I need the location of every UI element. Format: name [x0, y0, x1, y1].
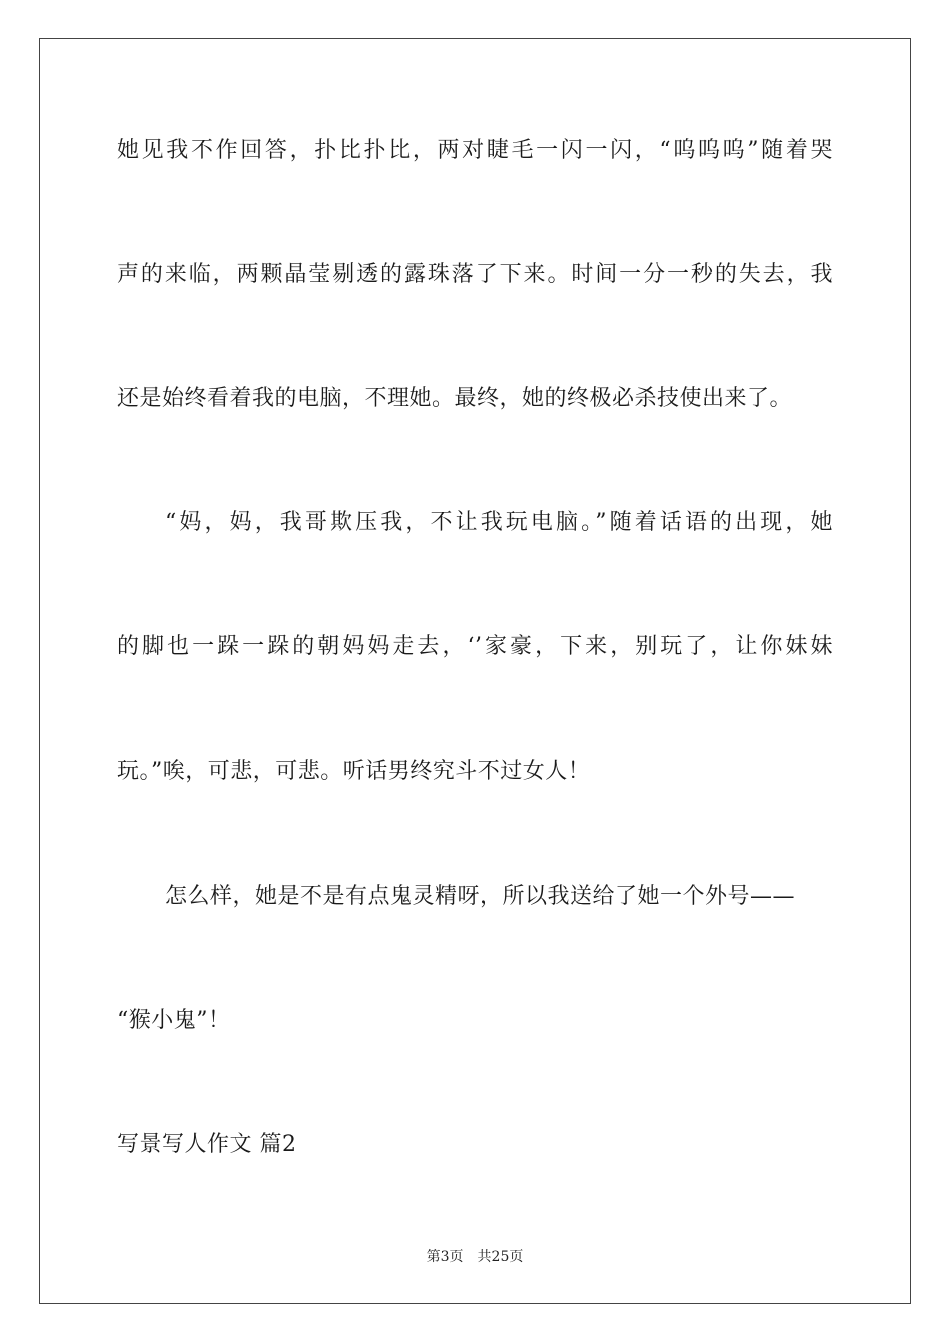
paragraph-line-7: 怎么样，她是不是有点鬼灵精呀，所以我送给了她一个外号——: [165, 884, 796, 909]
paragraph-line-1: 她见我不作回答，扑比扑比，两对睫毛一闪一闪，“呜呜呜”随着哭: [117, 138, 833, 163]
paragraph-line-3: 还是始终看着我的电脑，不理她。最终，她的终极必杀技使出来了。: [117, 386, 793, 411]
section-heading: 写景写人作文 篇2: [117, 1132, 297, 1157]
paragraph-line-4: “妈，妈，我哥欺压我，不让我玩电脑。”随着话语的出现，她: [165, 510, 833, 535]
page-footer: [0, 1247, 950, 1267]
paragraph-line-8: “猴小鬼”！: [117, 1008, 231, 1033]
page-total: 共25页: [477, 1249, 524, 1265]
page-number: 第3页: [426, 1249, 464, 1265]
paragraph-line-6: 玩。”唉，可悲，可悲。听话男终究斗不过女人！: [117, 759, 591, 784]
paragraph-line-2: 声的来临，两颗晶莹剔透的露珠落了下来。时间一分一秒的失去，我: [117, 262, 833, 287]
page-frame: [39, 38, 911, 1304]
paragraph-line-5: 的脚也一跺一跺的朝妈妈走去，‘’家豪，下来，别玩了，让你妹妹: [117, 634, 833, 659]
